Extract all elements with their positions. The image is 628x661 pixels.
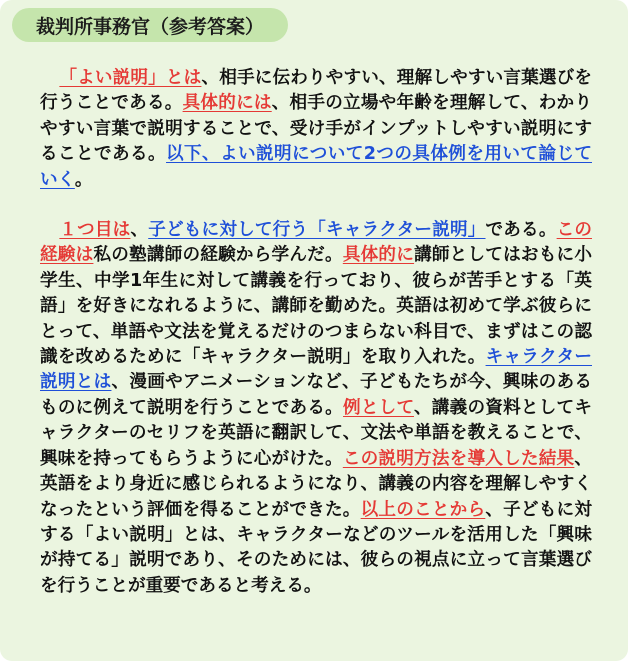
paragraph-example-1 <box>40 218 592 599</box>
text-run: 、講義の資料としてキャラクターのセリフを英語に翻訳して、文法や単語を教えることで、興味を持ってもらうように心がけた。 <box>40 397 592 469</box>
highlight-topic: キャラクター説明とは <box>40 347 592 393</box>
text-run: 、子どもに対する「よい説明」とは、キャラクターなどのツールを活用した「興味が持てる」説明であり、そのためには、彼らの視点に立って言葉選びを行うことが重要であると考える。 <box>40 499 592 596</box>
text-run: 、 <box>130 220 149 241</box>
text-run: 、漫画やアニメーションなど、子どもたちが今、興味のあるものに例えて説明を行うことである。 <box>40 372 592 418</box>
highlight-keyword: 具体的には <box>182 93 272 114</box>
highlight-topic: 子どもに対して行う「キャラクター説明」 <box>148 220 486 241</box>
highlight-topic: 以下、よい説明について2つの具体例を用いて論じていく <box>40 144 592 190</box>
answer-title: 裁判所事務官（参考答案） <box>12 8 288 42</box>
highlight-keyword: 例として <box>343 397 414 418</box>
text-run: 。 <box>74 169 93 190</box>
text-run: 講師としてはおもに小学生、中学1年生に対して講義を行っており、彼らが苦手とする「英語」を好きになれるように、講師を勤めた。英語は初めて学ぶ彼らにとって、単語や文法を覚えるだけのつまらない科目で、まずはこの認識を改めるために「キャラクター説明」を取り入れた。 <box>40 245 592 368</box>
highlight-keyword: 「よい説明」とは <box>59 68 202 88</box>
highlight-keyword: 以上のことから <box>360 499 486 520</box>
text-run: である。 <box>485 220 557 241</box>
paragraph-definition <box>40 66 592 193</box>
text-run: 、英語をより身近に感じられるようになり、講義の内容を理解しやすくなったという評価を得ることができた。 <box>40 448 592 520</box>
text-run: 私の塾講師の経験から学んだ。 <box>93 245 343 266</box>
text-run: 、相手の立場や年齢を理解して、わかりやすい言葉で説明することで、受け手がインプットしやすい説明にすることである。 <box>40 93 592 165</box>
answer-body <box>40 66 592 599</box>
highlight-keyword: 具体的に <box>342 245 415 266</box>
text-run: 、相手に伝わりやすい、理解しやすい言葉選びを行うことである。 <box>40 68 592 114</box>
highlight-keyword: この説明方法を導入した結果 <box>342 448 575 469</box>
highlight-keyword: １つ目は <box>59 220 131 241</box>
highlight-keyword: この経験は <box>40 220 592 266</box>
